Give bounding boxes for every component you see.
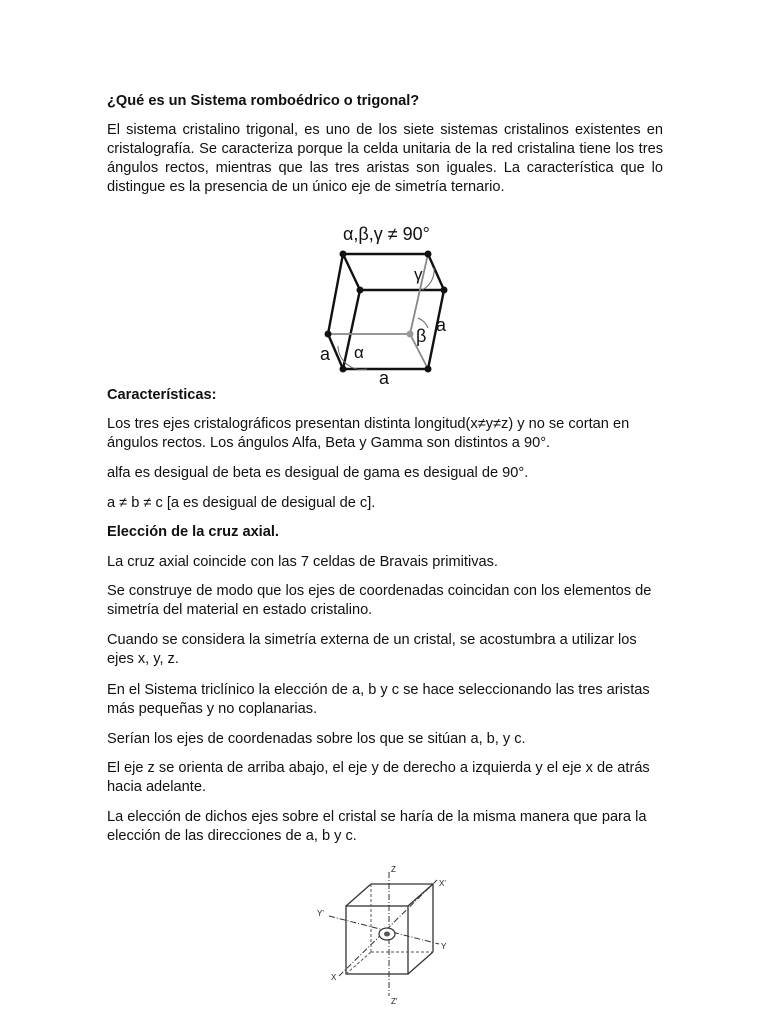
axis-label-y: Y	[441, 942, 447, 951]
axial-paragraph-6: El eje z se orienta de arriba abajo, el eje y de derecho a izquierda y el eje x de atrás hacia adelante.	[107, 760, 650, 795]
edge-label-bottom: a	[379, 368, 390, 386]
axis-label-y-prime: Y'	[317, 909, 324, 918]
axial-paragraph-4: En el Sistema triclínico la elección de a, b y c se hace seleccionando las tres aristas más pequeñas y no coplanarias.	[107, 682, 650, 717]
gamma-label: γ	[414, 265, 423, 284]
characteristics-paragraph-3: a ≠ b ≠ c [a es desigual de desigual de c].	[107, 495, 376, 511]
axial-heading: Elección de la cruz axial.	[107, 524, 279, 540]
alpha-label: α	[354, 343, 364, 362]
axis-label-z: Z	[391, 865, 396, 874]
hidden-edges	[328, 254, 428, 369]
axial-paragraph-3: Cuando se considera la simetría externa de un cristal, se acostumbra a utilizar los ejes x, y, z.	[107, 632, 637, 667]
axial-paragraph-1: La cruz axial coincide con las 7 celdas de Bravais primitivas.	[107, 554, 498, 570]
characteristics-heading: Características:	[107, 387, 217, 403]
page-title: ¿Qué es un Sistema romboédrico o trigonal?	[107, 93, 420, 109]
characteristics-paragraph-2: alfa es desigual de beta es desigual de gama es desigual de 90°.	[107, 465, 529, 481]
axis-label-x: X	[331, 973, 337, 982]
figure-caption: α,β,γ ≠ 90°	[343, 224, 430, 244]
cell-vertices	[325, 251, 448, 373]
axial-paragraph-2: Se construye de modo que los ejes de coordenadas coincidan con los elementos de simetría del material en estado cristalino.	[107, 583, 652, 618]
axial-cross-figure	[305, 858, 470, 1008]
edge-label-left: a	[320, 344, 331, 364]
axial-paragraph-7: La elección de dichos ejes sobre el cristal se haría de la misma manera que para la elección de las direcciones de a, b y c.	[107, 809, 647, 844]
cell-edges	[328, 254, 444, 369]
rhombohedral-cell-figure	[310, 218, 460, 386]
intro-paragraph: El sistema cristalino trigonal, es uno de los siete sistemas cristalinos existentes en cristalografía. Se caracteriza porque la celda unitaria de la red cristalina tiene los tres ángulos rectos, mientras que las tres aristas son iguales. La característica que lo distingue es la presencia de un único eje de simetría ternario.	[107, 122, 663, 195]
axial-paragraph-5: Serían los ejes de coordenadas sobre los que se sitúan a, b, y c.	[107, 731, 526, 747]
beta-label: β	[416, 326, 427, 346]
axis-label-x-prime: X'	[439, 879, 446, 888]
center-origin-icon	[379, 928, 395, 940]
axis-label-z-prime: Z'	[391, 997, 398, 1006]
characteristics-paragraph-1: Los tres ejes cristalográficos presentan distinta longitud(x≠y≠z) y no se cortan en ángulos rectos. Los ángulos Alfa, Beta y Gamma son distintos a 90°.	[107, 416, 630, 451]
edge-label-right: a	[436, 315, 447, 335]
